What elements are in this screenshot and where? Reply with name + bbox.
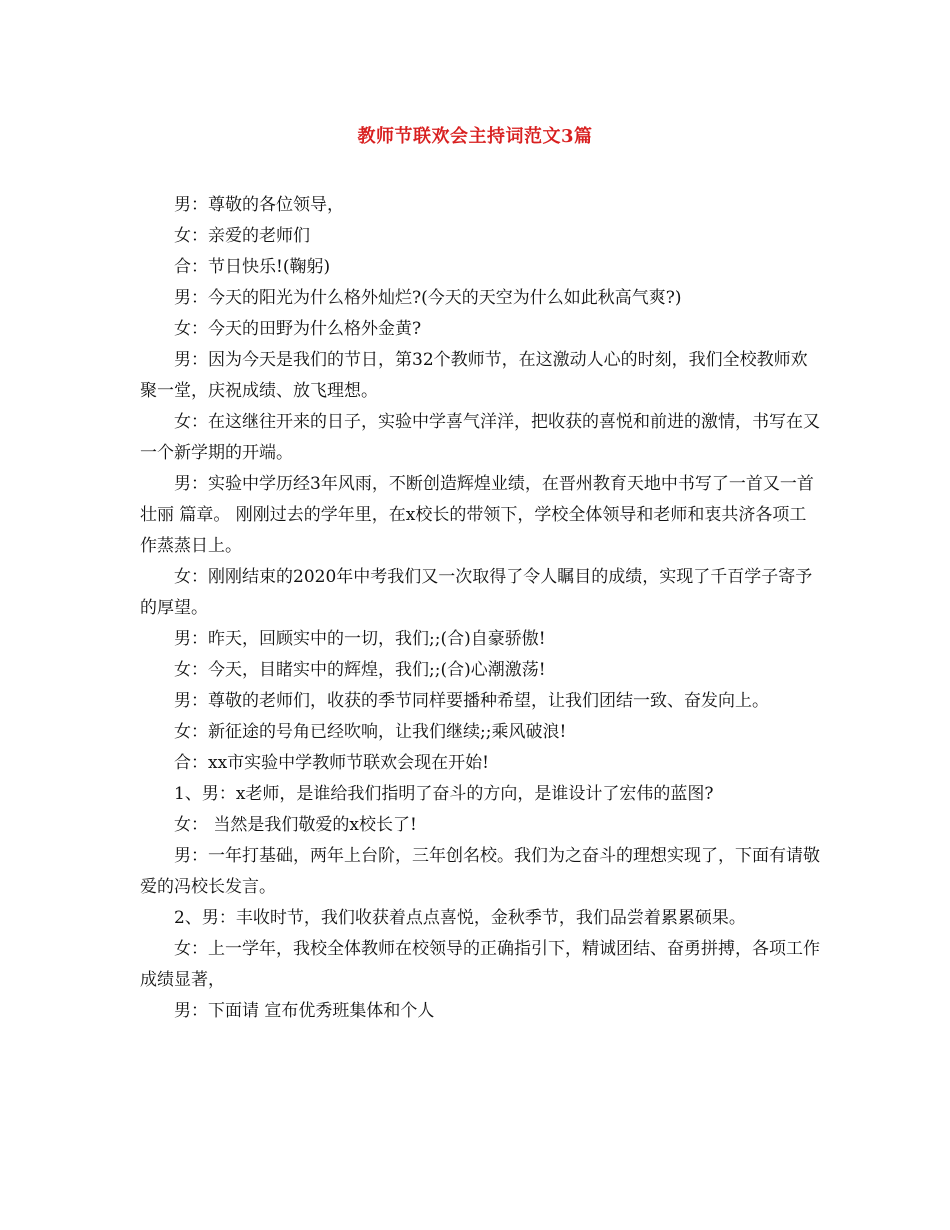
paragraph: 女：今天的田野为什么格外金黄?: [174, 319, 422, 339]
paragraph: 2、男：丰收时节，我们收获着点点喜悦，金秋季节，我们品尝着累累硕果。: [174, 908, 746, 928]
paragraph: 男：下面请 宣布优秀班集体和个人: [174, 1001, 435, 1021]
paragraph: 男：尊敬的老师们，收获的季节同样要播种希望，让我们团结一致、奋发向上。: [174, 691, 769, 711]
paragraph: 男：昨天，回顾实中的一切，我们;;(合)自豪骄傲!: [174, 629, 546, 649]
paragraph: 女：刚刚结束的2020年中考我们又一次取得了令人瞩目的成绩，实现了千百学子寄予的厚望。: [140, 567, 813, 618]
paragraph: 女：新征途的号角已经吹响，让我们继续;;乘风破浪!: [174, 722, 567, 742]
paragraph: 男：一年打基础，两年上台阶，三年创名校。我们为之奋斗的理想实现了，下面有请敬爱的冯校长发言。: [140, 846, 820, 897]
paragraph: 女：在这继往开来的日子，实验中学喜气洋洋，把收获的喜悦和前进的激情，书写在又一个新学期的开端。: [140, 412, 820, 463]
paragraph: 女：亲爱的老师们: [174, 226, 310, 246]
paragraph: 男：实验中学历经3年风雨，不断创造辉煌业绩，在晋州教育天地中书写了一首又一首壮丽 篇章。 刚刚过去的学年里，在x校长的带领下，学校全体领导和老师和衷共济各项工作蒸蒸日上。: [140, 474, 814, 556]
paragraph: 合：节日快乐!(鞠躬): [174, 257, 331, 277]
paragraph: 男：尊敬的各位领导，: [174, 195, 344, 215]
document-body: [140, 190, 820, 1027]
paragraph: 1、男：x老师，是谁给我们指明了奋斗的方向，是谁设计了宏伟的蓝图?: [174, 784, 714, 804]
paragraph: 男：因为今天是我们的节日，第32个教师节，在这激动人心的时刻，我们全校教师欢聚一堂，庆祝成绩、放飞理想。: [140, 350, 808, 401]
paragraph: 男：今天的阳光为什么格外灿烂?(今天的天空为什么如此秋高气爽?): [174, 288, 682, 308]
paragraph: 女： 当然是我们敬爱的x校长了!: [174, 815, 417, 835]
document-title: 教师节联欢会主持词范文3篇: [357, 126, 593, 147]
paragraph: 合：xx市实验中学教师节联欢会现在开始!: [174, 753, 490, 773]
paragraph: 女：上一学年，我校全体教师在校领导的正确指引下，精诚团结、奋勇拼搏，各项工作成绩显著，: [140, 939, 820, 990]
paragraph: 女：今天，目睹实中的辉煌，我们;;(合)心潮激荡!: [174, 660, 546, 680]
